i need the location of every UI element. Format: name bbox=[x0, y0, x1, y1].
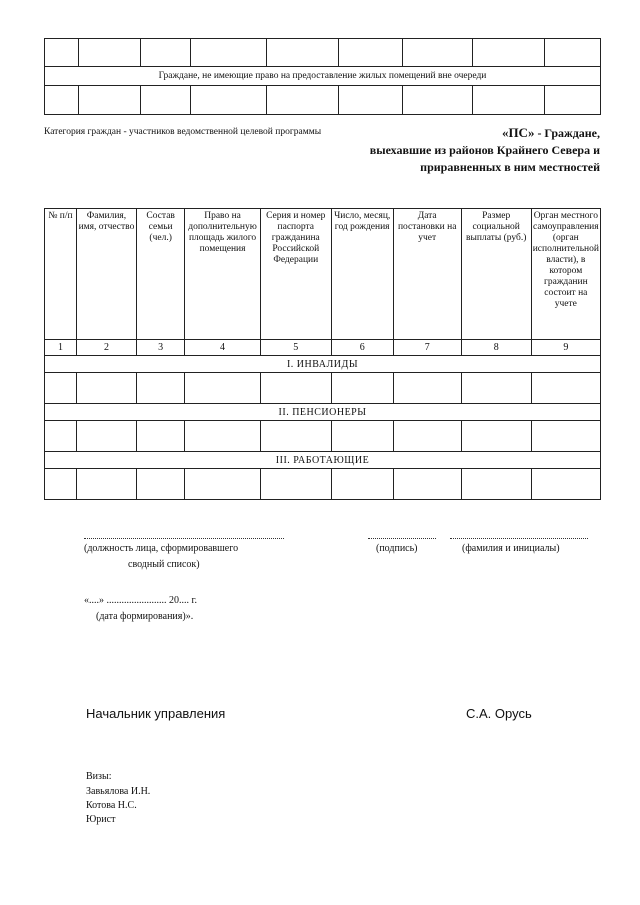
cell bbox=[137, 421, 185, 452]
position-caption: (должность лица, сформировавшего bbox=[84, 543, 239, 554]
category-label: Категория граждан - участников ведомственной целевой программы bbox=[44, 127, 322, 137]
section-row bbox=[45, 404, 601, 421]
signature-caption: (подпись) bbox=[376, 543, 418, 554]
cell bbox=[140, 39, 190, 67]
column-header: Орган местного самоуправления (орган исполнительной власти), в котором гражданин состоит на учете bbox=[531, 209, 600, 340]
cell bbox=[393, 373, 461, 404]
visa-item: Юрист bbox=[86, 814, 116, 825]
cell bbox=[545, 39, 601, 67]
column-header: Серия и номер паспорта гражданина Российской Федерации bbox=[260, 209, 331, 340]
category-title-line: приравненных в ним местностей bbox=[420, 160, 600, 174]
boss-name: С.А. Орусь bbox=[466, 706, 532, 721]
section-title: I. ИНВАЛИДЫ bbox=[45, 356, 601, 373]
column-number: 2 bbox=[76, 340, 136, 356]
main-table bbox=[44, 208, 601, 500]
cell bbox=[190, 39, 266, 67]
column-number: 3 bbox=[137, 340, 185, 356]
column-header: № п/п bbox=[45, 209, 77, 340]
section-row bbox=[45, 452, 601, 469]
cell bbox=[403, 39, 473, 67]
cell bbox=[137, 469, 185, 500]
table-row bbox=[45, 373, 601, 404]
top-table bbox=[44, 38, 601, 115]
cell bbox=[260, 373, 331, 404]
date-line: «....» ........................ 20.... г. bbox=[84, 595, 197, 606]
cell bbox=[260, 469, 331, 500]
cell bbox=[331, 421, 393, 452]
section-title: Граждане, не имеющие право на предоставление жилых помещений вне очереди bbox=[45, 67, 601, 86]
section-title: III. РАБОТАЮЩИЕ bbox=[45, 452, 601, 469]
column-header: Право на дополнительную площадь жилого помещения bbox=[185, 209, 261, 340]
cell bbox=[76, 469, 136, 500]
column-number: 7 bbox=[393, 340, 461, 356]
column-number: 4 bbox=[185, 340, 261, 356]
cell bbox=[545, 86, 601, 115]
column-number: 6 bbox=[331, 340, 393, 356]
column-header: Дата постановки на учет bbox=[393, 209, 461, 340]
section-title: II. ПЕНСИОНЕРЫ bbox=[45, 404, 601, 421]
cell bbox=[339, 86, 403, 115]
visa-item: Завьялова И.Н. bbox=[86, 786, 151, 797]
cell bbox=[185, 469, 261, 500]
cell bbox=[393, 469, 461, 500]
cell bbox=[461, 373, 531, 404]
visa-item: Котова Н.С. bbox=[86, 800, 137, 811]
column-number: 8 bbox=[461, 340, 531, 356]
category-title-line: выехавшие из районов Крайнего Севера и bbox=[369, 143, 600, 157]
position-caption: сводный список) bbox=[128, 559, 200, 570]
name-line bbox=[450, 538, 588, 539]
name-caption: (фамилия и инициалы) bbox=[462, 543, 560, 554]
column-header: Размер социальной выплаты (руб.) bbox=[461, 209, 531, 340]
cell bbox=[78, 39, 140, 67]
cell bbox=[185, 373, 261, 404]
cell bbox=[266, 39, 339, 67]
cell bbox=[78, 86, 140, 115]
cell bbox=[461, 469, 531, 500]
cell bbox=[45, 469, 77, 500]
table-row bbox=[45, 421, 601, 452]
position-line bbox=[84, 538, 284, 539]
cell bbox=[339, 39, 403, 67]
column-header: Фамилия, имя, отчество bbox=[76, 209, 136, 340]
cell bbox=[461, 421, 531, 452]
cell bbox=[45, 39, 79, 67]
table-row bbox=[45, 469, 601, 500]
top-blank-row bbox=[45, 39, 601, 67]
column-number: 5 bbox=[260, 340, 331, 356]
section-row bbox=[45, 356, 601, 373]
cell bbox=[531, 373, 600, 404]
date-caption: (дата формирования)». bbox=[96, 611, 194, 622]
number-row bbox=[45, 340, 601, 356]
cell bbox=[45, 373, 77, 404]
cell bbox=[331, 373, 393, 404]
cell bbox=[76, 373, 136, 404]
cell bbox=[260, 421, 331, 452]
cell bbox=[531, 421, 600, 452]
column-header: Состав семьи (чел.) bbox=[137, 209, 185, 340]
boss-title: Начальник управления bbox=[86, 706, 226, 721]
cell bbox=[140, 86, 190, 115]
cell bbox=[393, 421, 461, 452]
cell bbox=[473, 86, 545, 115]
cell bbox=[45, 86, 79, 115]
top-section-row bbox=[45, 67, 601, 86]
cell bbox=[76, 421, 136, 452]
cell bbox=[403, 86, 473, 115]
category-code: «ПС» bbox=[501, 125, 535, 140]
header-row bbox=[45, 209, 601, 340]
column-header: Число, месяц, год рождения bbox=[331, 209, 393, 340]
top-blank-row bbox=[45, 86, 601, 115]
cell bbox=[185, 421, 261, 452]
cell bbox=[190, 86, 266, 115]
cell bbox=[331, 469, 393, 500]
column-number: 9 bbox=[531, 340, 600, 356]
cell bbox=[473, 39, 545, 67]
cell bbox=[531, 469, 600, 500]
visa-label: Визы: bbox=[86, 771, 112, 782]
category-title bbox=[320, 124, 600, 176]
cell bbox=[266, 86, 339, 115]
signature-line bbox=[368, 538, 436, 539]
cell bbox=[45, 421, 77, 452]
cell bbox=[137, 373, 185, 404]
column-number: 1 bbox=[45, 340, 77, 356]
category-title-rest: - Граждане, bbox=[534, 126, 600, 140]
